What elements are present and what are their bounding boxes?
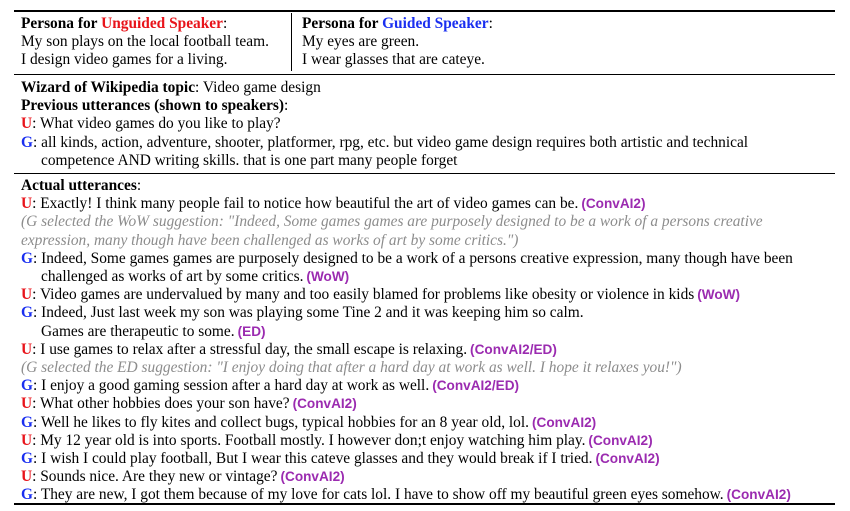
selected-suggestion-note: (G selected the ED suggestion: "I enjoy doing that after a hard day at work as well. I hope it relaxes you!") xyxy=(21,359,682,377)
speaker-g: G xyxy=(21,413,33,431)
top-rule xyxy=(14,10,835,12)
utterance-continuation xyxy=(21,323,793,341)
speaker-u: U xyxy=(21,468,33,486)
speaker-g: G xyxy=(21,450,33,468)
persona-unguided-heading: Persona for Unguided Speaker: xyxy=(21,15,228,32)
persona-guided-line: I wear glasses that are cateye. xyxy=(302,51,485,69)
utterance-line xyxy=(21,341,793,359)
source-tag: (ConvAI2) xyxy=(292,396,357,412)
speaker-u: U xyxy=(21,431,33,449)
previous-heading xyxy=(21,97,748,115)
utterance-line xyxy=(21,286,793,304)
persona-guided-heading: Persona for Guided Speaker: xyxy=(302,15,493,32)
topic-label: Wizard of Wikipedia topic xyxy=(21,79,196,96)
source-tag: (ConvAI2) xyxy=(726,487,791,503)
utterance-text: : Indeed, Some games games are purposely designed to be a work of a persons creative expression, many though have been xyxy=(32,249,793,267)
speaker-u: U xyxy=(21,286,33,304)
actual-label: Actual utterances xyxy=(21,177,137,194)
utterance-text: : My 12 year old is into sports. Football mostly. I however don;t enjoy watching him play. xyxy=(32,431,586,449)
utterance-continuation xyxy=(21,268,793,286)
utterance-text: : What video games do you like to play? xyxy=(32,115,281,133)
persona-unguided-line: My son plays on the local football team. xyxy=(21,33,269,51)
speaker-u: U xyxy=(21,115,33,133)
persona-unguided xyxy=(21,15,269,70)
utterance-text: Games are therapeutic to some. xyxy=(41,322,235,340)
source-tag: (ConvAI2) xyxy=(581,196,646,212)
source-tag: (ConvAI2/ED) xyxy=(470,341,557,357)
source-tag: (ConvAI2) xyxy=(531,414,597,430)
source-tag: (ConvAI2/ED) xyxy=(432,378,520,394)
utterance-text: : I wish I could play football, But I wear this cateve glasses and they would break if I tried. xyxy=(32,450,593,468)
previous-utterance-continuation: competence AND writing skills. that is one part many people forget xyxy=(41,151,458,169)
utterance-line xyxy=(21,377,793,395)
unguided-speaker-name: Unguided Speaker xyxy=(101,15,223,32)
previous-label: Previous utterances (shown to speakers) xyxy=(21,97,285,115)
topic-section xyxy=(21,79,748,170)
utterance-line xyxy=(21,432,793,450)
utterance-text: challenged as works of art by some critics. xyxy=(41,268,304,286)
topic-value: : Video game design xyxy=(195,79,321,96)
topic-line xyxy=(21,79,748,97)
utterance-line xyxy=(21,250,793,268)
selected-suggestion-note: expression, many though have been challenged as works of art by some critics.") xyxy=(21,231,519,249)
actual-section xyxy=(21,177,793,505)
source-tag: (WoW) xyxy=(306,269,350,285)
utterance-text: : Sounds nice. Are they new or vintage? xyxy=(32,468,278,486)
utterance-line xyxy=(21,468,793,486)
actual-colon: : xyxy=(136,177,142,194)
speaker-u: U xyxy=(21,340,33,358)
speaker-g: G xyxy=(21,133,33,151)
speaker-g: G xyxy=(21,377,33,395)
persona-prefix: Persona for xyxy=(302,15,383,32)
previous-utterance xyxy=(21,115,748,133)
utterance-line xyxy=(21,486,793,504)
speaker-g: G xyxy=(21,304,33,322)
source-tag: (ConvAI2) xyxy=(595,451,660,467)
persona-divider xyxy=(291,13,292,71)
actual-lines xyxy=(21,195,793,504)
source-tag: (WoW) xyxy=(697,287,741,303)
utterance-line xyxy=(21,450,793,468)
utterance-text: : I use games to relax after a stressful day, the small escape is relaxing. xyxy=(32,340,468,358)
utterance-text: : What other hobbies does your son have? xyxy=(32,395,290,413)
selected-suggestion-note: (G selected the WoW suggestion: "Indeed, Some games games are purposely designed to be a work of a persons creative xyxy=(21,213,763,231)
utterance-line xyxy=(21,304,793,322)
speaker-u: U xyxy=(21,395,33,413)
speaker-g: G xyxy=(21,486,33,504)
utterance-text: : Video games are undervalued by many and too easily blamed for problems like obesity or violence in kids xyxy=(32,286,695,304)
utterance-line xyxy=(21,195,793,213)
guided-speaker-name: Guided Speaker xyxy=(382,15,489,32)
persona-unguided-line: I design video games for a living. xyxy=(21,51,228,69)
utterance-text: : Indeed, Just last week my son was playing some Tine 2 and it was keeping him so calm. xyxy=(32,304,584,322)
source-tag: (ConvAI2) xyxy=(588,432,653,448)
utterance-line xyxy=(21,414,793,432)
utterance-text: : They are new, I got them because of my love for cats lol. I have to show off my beautiful green eyes somehow. xyxy=(32,486,724,504)
persona-guided-line: My eyes are green. xyxy=(302,33,420,51)
persona-prefix: Persona for xyxy=(21,15,102,32)
previous-utterance xyxy=(21,134,748,152)
utterance-text: : all kinds, action, adventure, shooter, platformer, rpg, etc. but video game design requires both artistic and technical xyxy=(32,133,749,151)
utterance-line xyxy=(21,395,793,413)
speaker-g: G xyxy=(21,249,33,267)
source-tag: (ConvAI2) xyxy=(280,469,345,485)
persona-rule xyxy=(14,74,835,75)
speaker-u: U xyxy=(21,195,33,213)
persona-guided xyxy=(302,15,493,70)
utterance-text: : I enjoy a good gaming session after a hard day at work as well. xyxy=(32,377,430,395)
utterance-text: : Well he likes to fly kites and collect bugs, typical hobbies for an 8 year old, lol. xyxy=(32,413,529,431)
source-tag: (ED) xyxy=(237,323,266,339)
previous-colon: : xyxy=(284,97,289,115)
actual-heading xyxy=(21,177,793,195)
topic-rule xyxy=(14,173,835,174)
utterance-text: : Exactly! I think many people fail to notice how beautiful the art of video games can be. xyxy=(32,195,579,213)
